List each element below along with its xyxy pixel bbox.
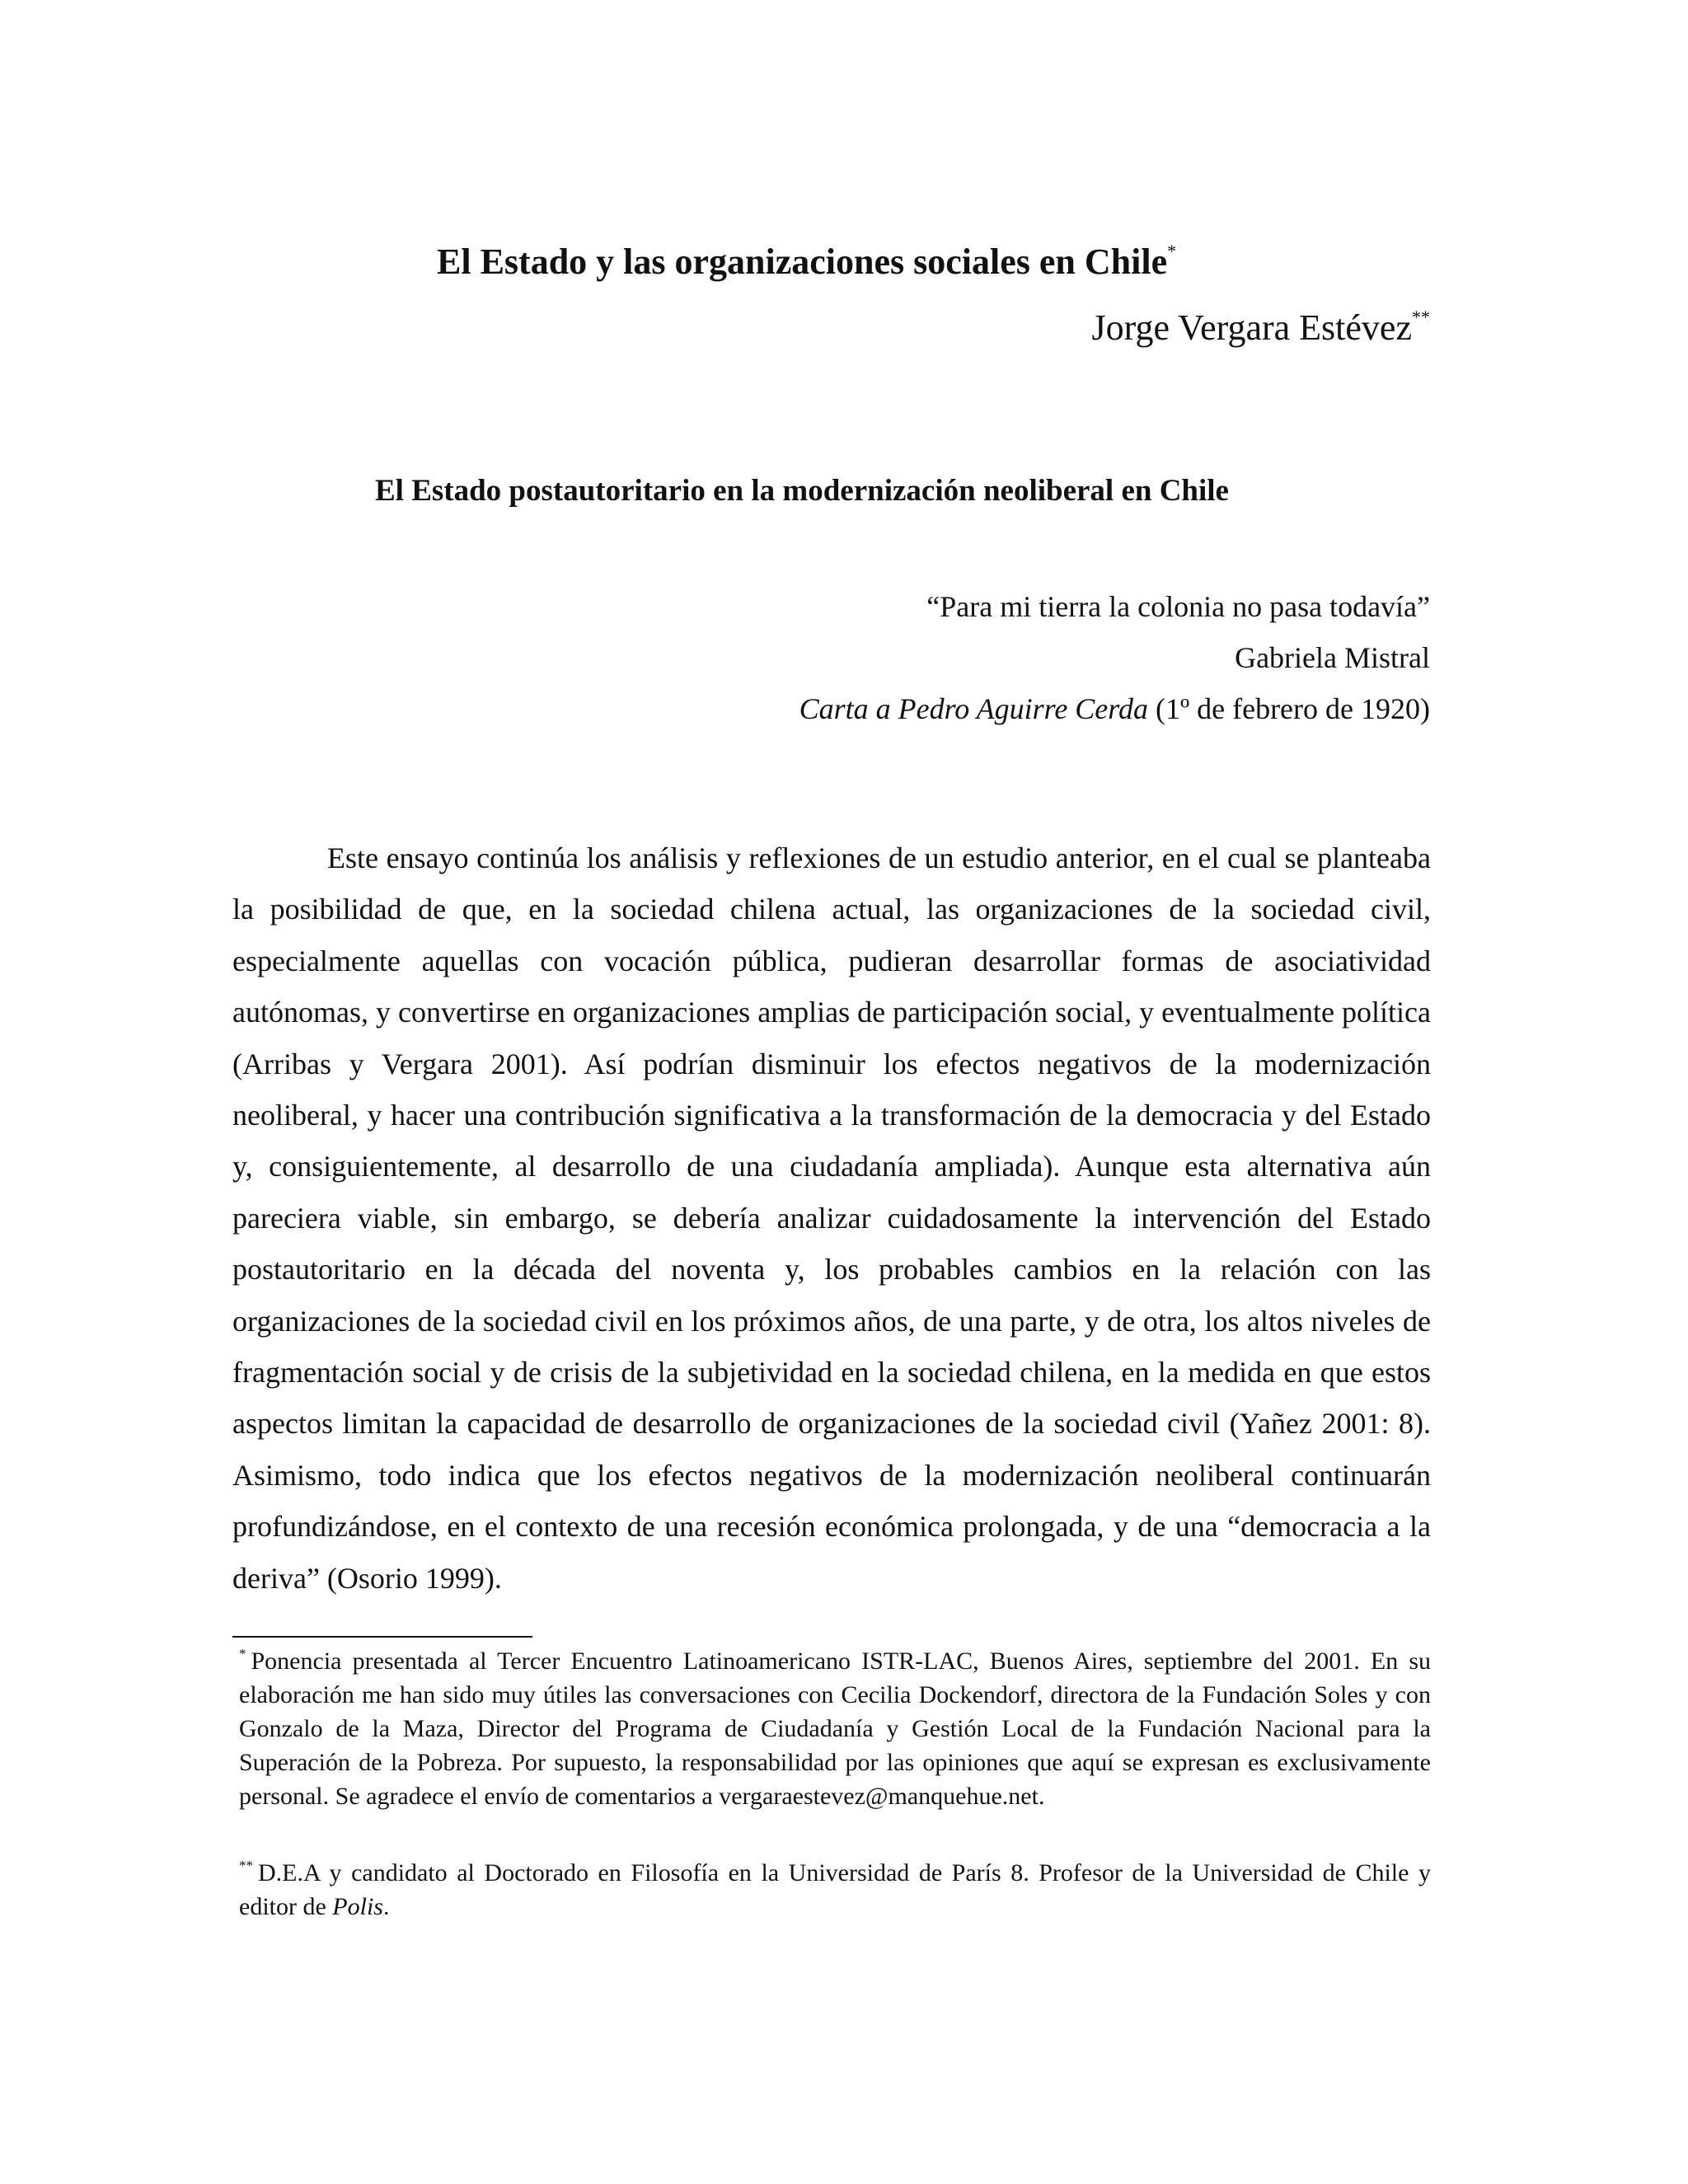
epigraph-source bbox=[799, 683, 1430, 734]
epigraph bbox=[799, 581, 1430, 734]
epigraph-quote: “Para mi tierra la colonia no pasa todavía” bbox=[926, 590, 1430, 623]
footnote-2-text: D.E.A y candidato al Doctorado en Filosofía en la Universidad de París 8. Profesor de la Universidad de Chile y editor de bbox=[239, 1859, 1431, 1920]
author-text: Jorge Vergara Estévez bbox=[1091, 307, 1412, 348]
title-footnote-mark: * bbox=[1167, 241, 1177, 261]
footnote-2-end: . bbox=[382, 1893, 390, 1920]
epigraph-attribution: Gabriela Mistral bbox=[1235, 641, 1430, 674]
author-footnote-mark: ** bbox=[1412, 307, 1430, 327]
footnote-1-mark: * bbox=[239, 1646, 246, 1661]
document-title bbox=[437, 239, 1176, 285]
body-paragraph: Este ensayo continúa los análisis y reflexiones de un estudio anterior, en el cual se planteaba la posibilidad de que, en la sociedad chilena actual, las organizaciones de la sociedad civil, especialmente aquellas con vocación pública, pudieran desarrollar formas de asociatividad autónomas, y convertirse en organizaciones amplias de participación social, y eventualmente política (Arribas y Vergara 2001). Así podrían disminuir los efectos negativos de la modernización neoliberal, y hacer una contribución significativa a la transformación de la democracia y del Estado y, consiguientemente, al desarrollo de una ciudadanía ampliada). Aunque esta alternativa aún pareciera viable, sin embargo, se debería analizar cuidadosamente la intervención del Estado postautoritario en la década del noventa y, los probables cambios en la relación con las organizaciones de la sociedad civil en los próximos años, de una parte, y de otra, los altos niveles de fragmentación social y de crisis de la subjetividad en la sociedad chilena, en la medida en que estos aspectos limitan la capacidad de desarrollo de organizaciones de la sociedad civil (Yañez 2001: 8). Asimismo, todo indica que los efectos negativos de la modernización neoliberal continuarán profundizándose, en el contexto de una recesión económica prolongada, y de una “democracia a la deriva” (Osorio 1999). bbox=[232, 841, 1431, 1595]
epigraph-source-title: Carta a Pedro Aguirre Cerda bbox=[799, 692, 1148, 725]
footnote-divider bbox=[232, 1636, 532, 1638]
title-text: El Estado y las organizaciones sociales en Chile bbox=[437, 241, 1168, 282]
footnote-1-text: Ponencia presentada al Tercer Encuentro Latinoamericano ISTR-LAC, Buenos Aires, septiembre del 2001. En su elaboración me han sido muy útiles las conversaciones con Cecilia Dockendorf, directora de la Fundación Soles y con Gonzalo de la Maza, Director del Programa de Ciudadanía y Gestión Local de la Fundación Nacional para la Superación de la Pobreza. Por supuesto, la responsabilidad por las opiniones que aquí se expresan es exclusivamente personal. Se agradece el envío de comentarios a vergaraestevez@manquehue.net. bbox=[239, 1647, 1431, 1810]
footnote-2 bbox=[239, 1856, 1431, 1924]
footnote-1 bbox=[239, 1644, 1431, 1813]
footnote-2-mark: ** bbox=[239, 1858, 253, 1873]
epigraph-source-date: (1º de febrero de 1920) bbox=[1147, 692, 1430, 725]
footnote-2-journal: Polis bbox=[332, 1893, 383, 1920]
author-name bbox=[1091, 305, 1430, 351]
section-heading: El Estado postautoritario en la modernización neoliberal en Chile bbox=[375, 474, 1229, 508]
